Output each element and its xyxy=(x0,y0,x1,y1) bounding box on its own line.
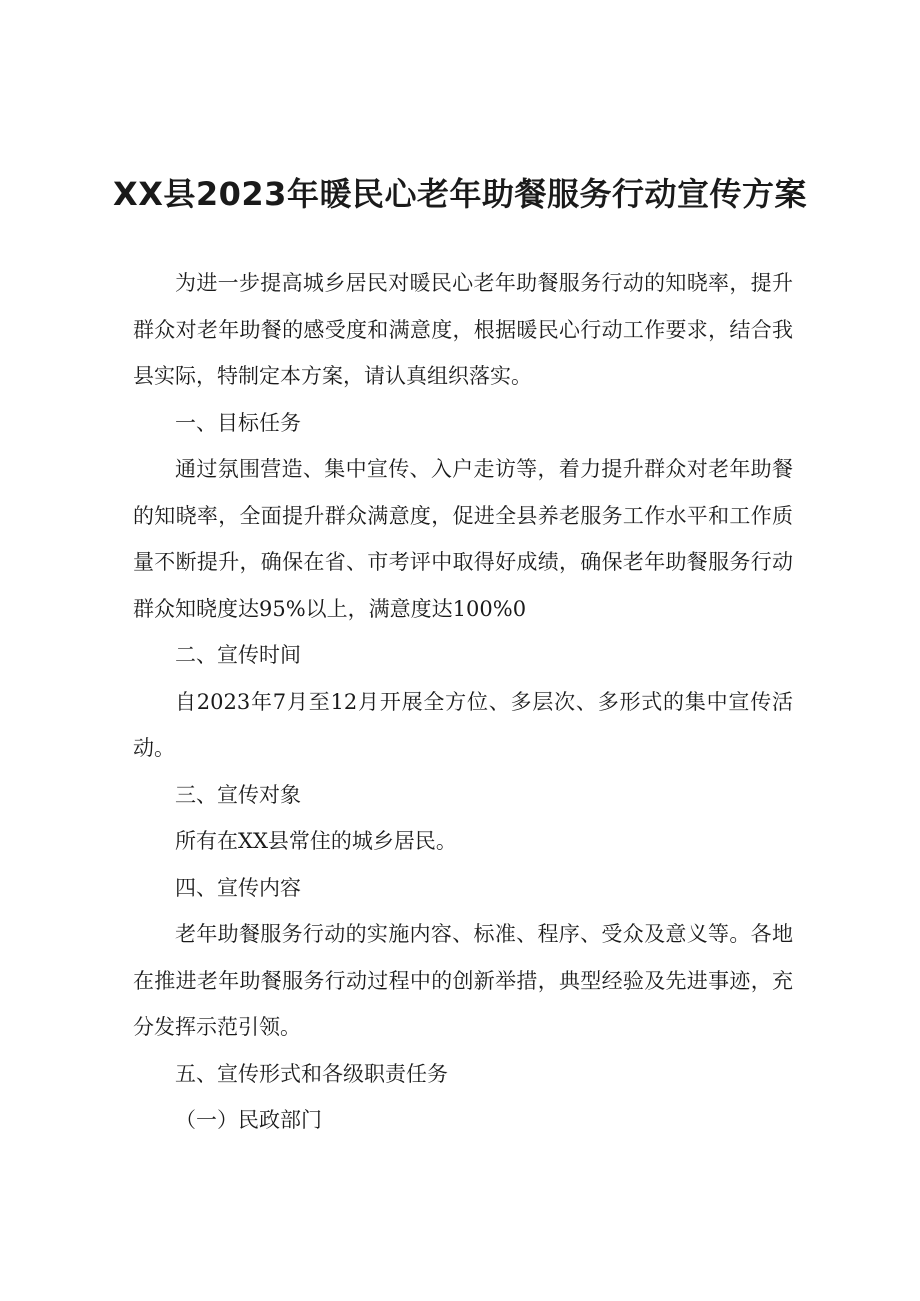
section-heading-content: 四、宣传内容 xyxy=(175,875,301,900)
audience-paragraph: 所有在XX县常住的城乡居民。 xyxy=(175,829,457,853)
section-heading-forms: 五、宣传形式和各级职责任务 xyxy=(175,1061,448,1086)
document-title: XX县2023年暖民心老年助餐服务行动宣传方案 xyxy=(113,175,807,213)
section-heading-time: 二、宣传时间 xyxy=(175,643,301,667)
content-paragraph: 老年助餐服务行动的实施内容、标准、程序、受众及意义等。各地在推进老年助餐服务行动过程中的创新举措，典型经验及先进事迹，充分发挥示范引领。 xyxy=(133,922,793,1039)
section-heading-audience: 三、宣传对象 xyxy=(175,782,301,807)
time-paragraph: 自2023年7月至12月开展全方位、多层次、多形式的集中宣传活动。 xyxy=(133,689,793,760)
subsection-heading-civil-affairs: （一）民政部门 xyxy=(175,1108,322,1132)
intro-paragraph: 为进一步提高城乡居民对暖民心老年助餐服务行动的知晓率，提升群众对老年助餐的感受度和满意度，根据暖民心行动工作要求，结合我县实际，特制定本方案，请认真组织落实。 xyxy=(133,271,793,388)
goals-paragraph: 通过氛围营造、集中宣传、入户走访等，着力提升群众对老年助餐的知晓率，全面提升群众满意度，促进全县养老服务工作水平和工作质量不断提升，确保在省、市考评中取得好成绩，确保老年助餐服务行动群众知晓度达95%以上，满意度达100%0 xyxy=(133,457,793,621)
section-heading-goals: 一、目标任务 xyxy=(175,410,301,435)
document-body xyxy=(133,260,793,1144)
